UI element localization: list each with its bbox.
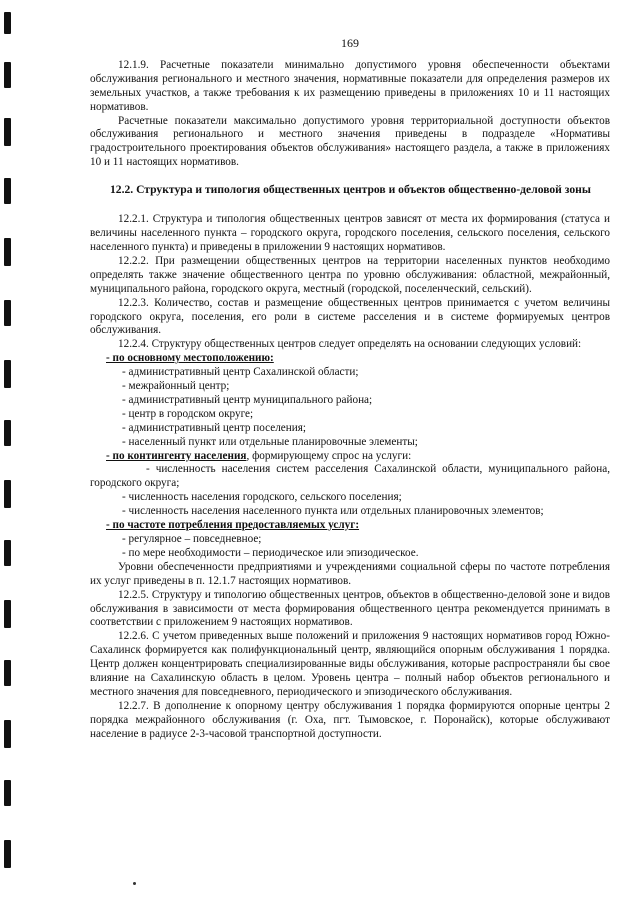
paragraph-12-2-2: 12.2.2. При размещении общественных центров на территории населенных пунктов необходимо определять также значение общественного центра по уровню обслуживания: областной, межрайонный, муниципального района, городского округа, местный (городской, поселенческий, сельский). [90, 254, 610, 295]
list-item: - административный центр Сахалинской области; [122, 366, 359, 379]
list-item: - межрайонный центр; [122, 380, 230, 393]
list-item: - центр в городском округе; [122, 407, 254, 420]
scan-speck [133, 882, 136, 885]
list-item: - населенный пункт или отдельные планировочные элементы; [122, 435, 418, 448]
paragraph-12-2-4: 12.2.4. Структуру общественных центров следует определять на основании следующих условий: [118, 338, 582, 351]
list-item: - численность населения городского, сельского поселения; [122, 491, 402, 504]
paragraph-12-1-9: 12.1.9. Расчетные показатели минимально допустимого уровня обеспеченности объектами обслуживания регионального и местного значения, нормативные показатели для определения размеров их земельных участков, а также требования к их размещению приведены в приложениях 10 и 11 настоящих нормативов. [90, 58, 610, 113]
paragraph-12-2-5: 12.2.5. Структуру и типологию общественных центров, объектов в общественно-деловой зоне и видов обслуживания в зависимости от места формирования общественного центра рекомендуется принимать в соответствии с приложением 9 настоящих нормативов. [90, 588, 610, 629]
list-item: - регулярное – повседневное; [122, 533, 262, 545]
paragraph-12-2-7: 12.2.7. В дополнение к опорному центру обслуживания 1 порядка формируются опорные центры 2 порядка межрайонного обслуживания (г. Оха, пгт. Тымовское, г. Поронайск), которые обслуживают население в радиусе 2-3-часовой транспортной доступности. [90, 699, 610, 740]
criterion-location: - по основному местоположению: [106, 352, 274, 365]
list-item: - численность населения населенного пункта или отдельных планировочных элементов; [122, 505, 544, 518]
paragraph-12-2-6: 12.2.6. С учетом приведенных выше положений и приложения 9 настоящих нормативов город Южно-Сахалинск формируется как полифункциональный центр, являющийся опорным обслуживания 1 порядка. Центр должен концентрировать специализированные виды обслуживания, которые распространяли бы свое влияние на Сахалинскую область в целом. Уровень центра – полный набор объектов регионального и местного значения для повседневного, периодического и эпизодического обслуживания. [90, 630, 610, 698]
paragraph-service-levels: Уровни обеспеченности предприятиями и учреждениями социальной сферы по частоте потребления их услуг приведены в п. 12.1.7 настоящих нормативов. [90, 560, 610, 587]
list-item: - административный центр муниципального района; [122, 393, 373, 406]
list-item: - численность населения систем расселения Сахалинской области, муниципального района, городского округа; [90, 463, 610, 490]
paragraph-12-2-1: 12.2.1. Структура и типология общественных центров зависят от места их формирования (статуса и величины населенного пункта – городского округа, городского поселения, сельского поселения, сельского населенного пункта) и приведены в приложении 9 настоящих нормативов. [90, 213, 610, 253]
page-number: 169 [341, 36, 359, 50]
paragraph-12-2-3: 12.2.3. Количество, состав и размещение общественных центров принимается с учетом величины городского округа, поселения, его роли в системе расселения и в системе формируемых центров обслуживания. [90, 296, 610, 337]
criterion-population: - по контингенту населения, формирующему спрос на услуги: [106, 449, 412, 462]
document-page [90, 37, 610, 742]
list-item: - административный центр поселения; [122, 421, 306, 434]
paragraph-accessibility: Расчетные показатели максимально допустимого уровня территориальной доступности объектов обслуживания регионального и местного значения приведены в подразделе «Нормативы градостроительного проектирования объектов обслуживания» настоящего раздела, а также в приложениях 10 и 11 настоящих нормативов. [90, 114, 610, 169]
list-item: - по мере необходимости – периодическое или эпизодическое. [122, 546, 419, 559]
section-heading: 12.2. Структура и типология общественных центров и объектов общественно-деловой зоны [110, 183, 591, 197]
criterion-frequency: - по частоте потребления предоставляемых услуг: [106, 519, 360, 532]
binding-holes [4, 0, 16, 905]
